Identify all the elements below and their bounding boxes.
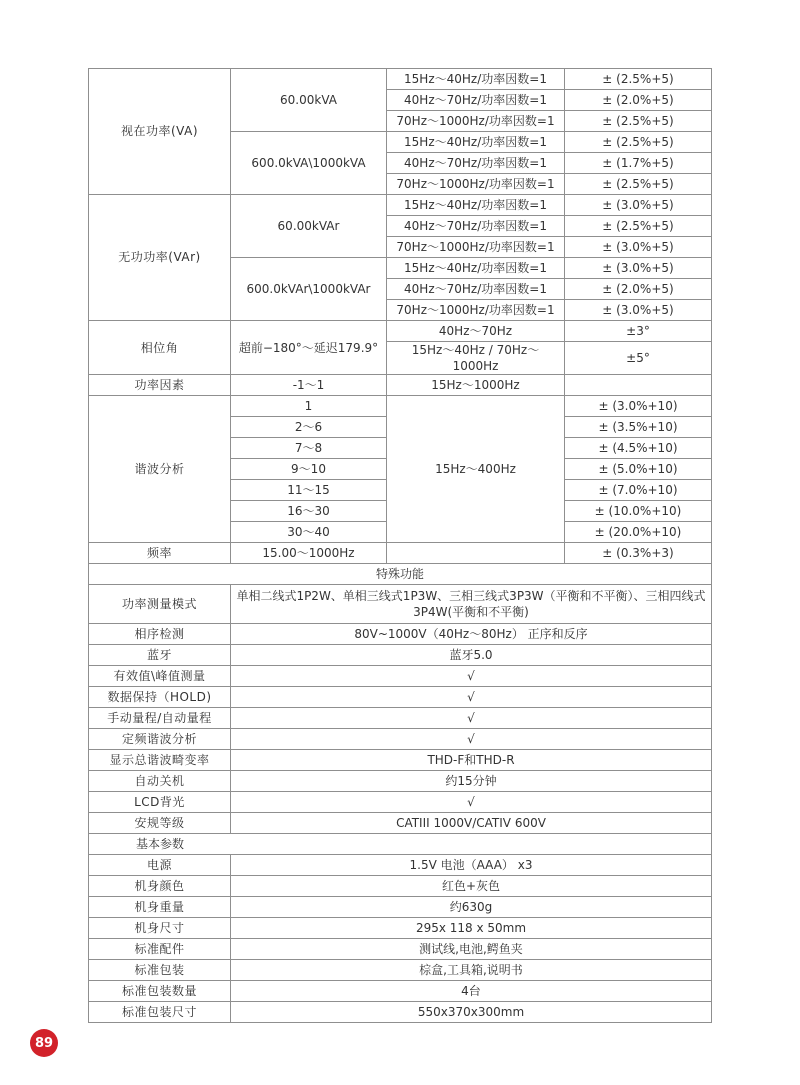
harmonic-order-cell: 11～15 bbox=[231, 480, 387, 501]
accuracy-cell: ± (4.5%+10) bbox=[565, 438, 712, 459]
condition-cell: 40Hz～70Hz/功率因数=1 bbox=[387, 153, 565, 174]
range-cell: 600.0kVA\1000kVA bbox=[231, 132, 387, 195]
feature-value-cell: 单相二线式1P2W、单相三线式1P3W、三相三线式3P3W（平衡和不平衡）、三相四线式3P4W(平衡和不平衡) bbox=[231, 585, 712, 624]
accuracy-cell: ± (3.0%+5) bbox=[565, 237, 712, 258]
condition-cell: 40Hz～70Hz/功率因数=1 bbox=[387, 216, 565, 237]
feature-label-cell: 显示总谐波畸变率 bbox=[89, 750, 231, 771]
condition-cell: 40Hz～70Hz/功率因数=1 bbox=[387, 279, 565, 300]
feature-label-cell: 手动量程/自动量程 bbox=[89, 708, 231, 729]
basic-value-cell: 1.5V 电池（AAA） x3 bbox=[231, 855, 712, 876]
feature-value-cell: THD-F和THD-R bbox=[231, 750, 712, 771]
accuracy-cell: ± (2.5%+5) bbox=[565, 216, 712, 237]
accuracy-cell: ± (10.0%+10) bbox=[565, 501, 712, 522]
feature-value-cell: √ bbox=[231, 666, 712, 687]
harmonic-order-cell: 7～8 bbox=[231, 438, 387, 459]
section-header-special-functions: 特殊功能 bbox=[89, 564, 712, 585]
condition-cell: 15Hz～40Hz/功率因数=1 bbox=[387, 132, 565, 153]
condition-cell: 70Hz～1000Hz/功率因数=1 bbox=[387, 300, 565, 321]
spec-label-harmonics: 谐波分析 bbox=[89, 396, 231, 543]
feature-label-cell: LCD背光 bbox=[89, 792, 231, 813]
spec-label-reactive-power: 无功功率(VAr) bbox=[89, 195, 231, 321]
harmonic-order-cell: 2～6 bbox=[231, 417, 387, 438]
feature-value-cell: √ bbox=[231, 729, 712, 750]
accuracy-cell: ± (20.0%+10) bbox=[565, 522, 712, 543]
accuracy-cell: ±3° bbox=[565, 321, 712, 342]
feature-label-cell: 蓝牙 bbox=[89, 645, 231, 666]
feature-value-cell: CATIII 1000V/CATIV 600V bbox=[231, 813, 712, 834]
basic-value-cell: 295x 118 x 50mm bbox=[231, 918, 712, 939]
range-cell: 15.00～1000Hz bbox=[231, 543, 387, 564]
accuracy-cell: ± (3.0%+10) bbox=[565, 396, 712, 417]
condition-cell: 15Hz～40Hz / 70Hz～1000Hz bbox=[387, 342, 565, 375]
range-cell: 600.0kVAr\1000kVAr bbox=[231, 258, 387, 321]
accuracy-cell: ±5° bbox=[565, 342, 712, 375]
basic-value-cell: 棕盒,工具箱,说明书 bbox=[231, 960, 712, 981]
harmonic-order-cell: 30～40 bbox=[231, 522, 387, 543]
basic-label-cell: 标准包装数量 bbox=[89, 981, 231, 1002]
accuracy-cell: ± (2.0%+5) bbox=[565, 90, 712, 111]
basic-value-cell: 约630g bbox=[231, 897, 712, 918]
condition-cell: 70Hz～1000Hz/功率因数=1 bbox=[387, 174, 565, 195]
feature-label-cell: 功率测量模式 bbox=[89, 585, 231, 624]
feature-value-cell: √ bbox=[231, 687, 712, 708]
feature-label-cell: 数据保持（HOLD) bbox=[89, 687, 231, 708]
accuracy-cell: ± (2.0%+5) bbox=[565, 279, 712, 300]
basic-label-cell: 标准配件 bbox=[89, 939, 231, 960]
accuracy-cell: ± (2.5%+5) bbox=[565, 69, 712, 90]
accuracy-cell: ± (3.0%+5) bbox=[565, 195, 712, 216]
range-cell: 60.00kVA bbox=[231, 69, 387, 132]
condition-cell: 40Hz～70Hz bbox=[387, 321, 565, 342]
accuracy-cell bbox=[565, 375, 712, 396]
condition-cell: 70Hz～1000Hz/功率因数=1 bbox=[387, 111, 565, 132]
accuracy-cell: ± (2.5%+5) bbox=[565, 132, 712, 153]
condition-cell: 70Hz～1000Hz/功率因数=1 bbox=[387, 237, 565, 258]
range-cell: 超前−180°～延迟179.9° bbox=[231, 321, 387, 375]
basic-value-cell: 550x370x300mm bbox=[231, 1002, 712, 1023]
accuracy-cell: ± (0.3%+3) bbox=[565, 543, 712, 564]
spec-label-power-factor: 功率因素 bbox=[89, 375, 231, 396]
harmonic-order-cell: 1 bbox=[231, 396, 387, 417]
feature-value-cell: 蓝牙5.0 bbox=[231, 645, 712, 666]
accuracy-cell: ± (3.0%+5) bbox=[565, 258, 712, 279]
page-number-badge: 89 bbox=[30, 1029, 58, 1057]
basic-label-cell: 机身尺寸 bbox=[89, 918, 231, 939]
basic-value-cell: 4台 bbox=[231, 981, 712, 1002]
condition-cell: 15Hz～40Hz/功率因数=1 bbox=[387, 258, 565, 279]
feature-label-cell: 相序检测 bbox=[89, 624, 231, 645]
basic-value-cell: 测试线,电池,鳄鱼夹 bbox=[231, 939, 712, 960]
accuracy-cell: ± (7.0%+10) bbox=[565, 480, 712, 501]
accuracy-cell: ± (1.7%+5) bbox=[565, 153, 712, 174]
harmonic-order-cell: 16～30 bbox=[231, 501, 387, 522]
accuracy-cell: ± (2.5%+5) bbox=[565, 174, 712, 195]
basic-label-cell: 机身颜色 bbox=[89, 876, 231, 897]
basic-label-cell: 机身重量 bbox=[89, 897, 231, 918]
feature-label-cell: 自动关机 bbox=[89, 771, 231, 792]
condition-cell: 15Hz～40Hz/功率因数=1 bbox=[387, 69, 565, 90]
feature-value-cell: √ bbox=[231, 792, 712, 813]
accuracy-cell: ± (3.0%+5) bbox=[565, 300, 712, 321]
spec-label-phase-angle: 相位角 bbox=[89, 321, 231, 375]
feature-label-cell: 定频谐波分析 bbox=[89, 729, 231, 750]
condition-cell: 15Hz～1000Hz bbox=[387, 375, 565, 396]
spec-table bbox=[88, 68, 712, 1023]
feature-label-cell: 有效值\峰值测量 bbox=[89, 666, 231, 687]
accuracy-cell: ± (2.5%+5) bbox=[565, 111, 712, 132]
accuracy-cell: ± (5.0%+10) bbox=[565, 459, 712, 480]
condition-cell: 40Hz～70Hz/功率因数=1 bbox=[387, 90, 565, 111]
feature-value-cell: 80V~1000V（40Hz～80Hz） 正序和反序 bbox=[231, 624, 712, 645]
feature-value-cell: 约15分钟 bbox=[231, 771, 712, 792]
condition-cell: 15Hz～40Hz/功率因数=1 bbox=[387, 195, 565, 216]
spec-label-apparent-power: 视在功率(VA) bbox=[89, 69, 231, 195]
range-cell: -1～1 bbox=[231, 375, 387, 396]
spec-label-frequency: 频率 bbox=[89, 543, 231, 564]
section-header-label: 基本参数 bbox=[135, 837, 184, 852]
basic-label-cell: 标准包装 bbox=[89, 960, 231, 981]
basic-value-cell: 红色+灰色 bbox=[231, 876, 712, 897]
harmonic-order-cell: 9～10 bbox=[231, 459, 387, 480]
feature-value-cell: √ bbox=[231, 708, 712, 729]
condition-cell bbox=[387, 543, 565, 564]
range-cell: 60.00kVAr bbox=[231, 195, 387, 258]
feature-label-cell: 安规等级 bbox=[89, 813, 231, 834]
condition-cell: 15Hz～400Hz bbox=[387, 396, 565, 543]
accuracy-cell: ± (3.5%+10) bbox=[565, 417, 712, 438]
section-header-basic-parameters bbox=[89, 834, 712, 855]
basic-label-cell: 标准包装尺寸 bbox=[89, 1002, 231, 1023]
basic-label-cell: 电源 bbox=[89, 855, 231, 876]
